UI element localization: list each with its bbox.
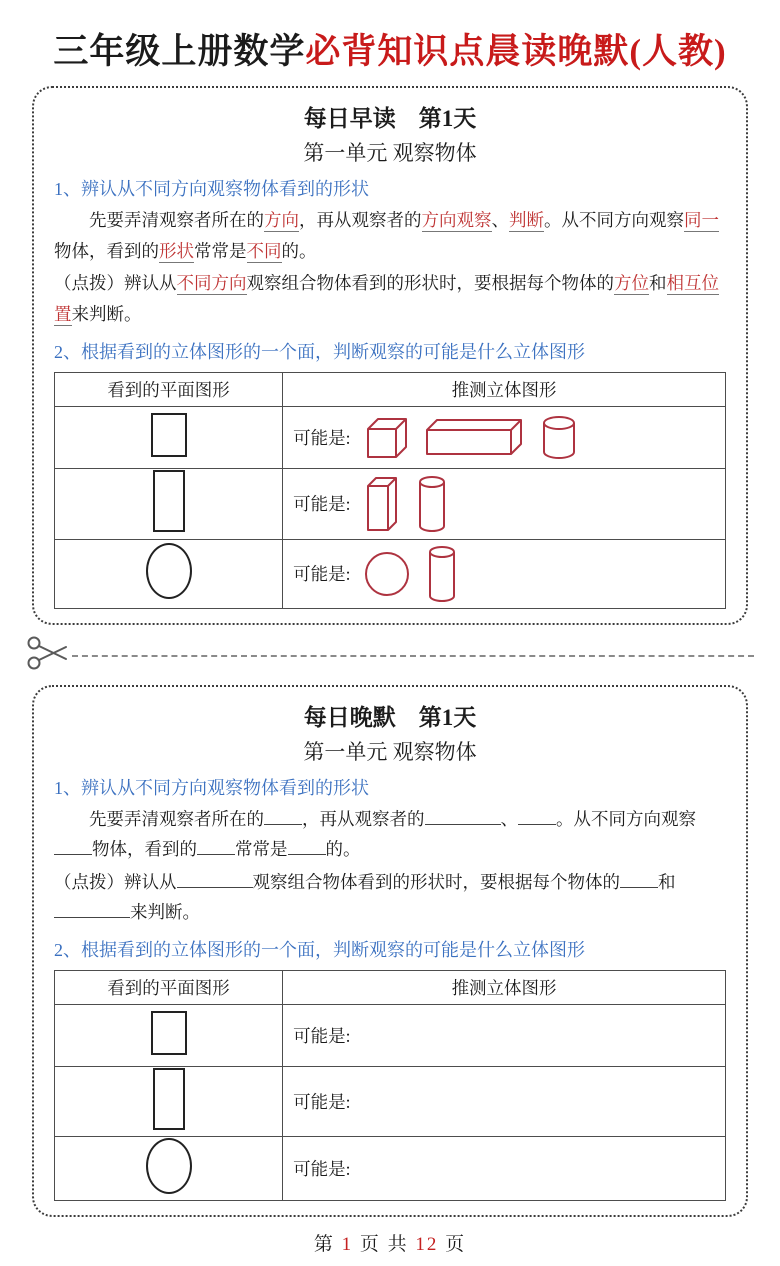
evening-section — [32, 685, 748, 1218]
morning-point1-tip-paragraph: （点拨）辨认从不同方向观察组合物体看到的形状时，要根据每个物体的方位和相互位置来判断。 — [54, 273, 719, 324]
column-header-plane: 看到的平面图形 — [55, 971, 283, 1005]
evening-shapes-table — [54, 970, 726, 1201]
morning-day-heading: 每日早读 第1天 — [303, 106, 477, 131]
circle-shape — [146, 543, 192, 599]
cylinder-tall-solid-sketch — [425, 544, 459, 604]
cuboid-tall-solid-sketch — [363, 473, 401, 535]
blank-line — [620, 871, 658, 888]
evening-unit-heading: 第一单元 观察物体 — [303, 739, 477, 764]
square-shape — [151, 1011, 187, 1055]
blank-line — [425, 808, 501, 825]
blank-line — [288, 839, 326, 856]
evening-point1-paragraph: 先要弄清观察者所在的 ，再从观察者的 、 。从不同方向观察物体，看到的 常常是 的。 — [54, 804, 726, 865]
evening-day-heading: 每日晚默 第1天 — [303, 704, 477, 730]
cut-divider — [26, 635, 754, 677]
morning-point1-paragraph: 先要弄清观察者所在的方向，再从观察者的方向观察、判断。从不同方向观察同一物体，看到的形状常常是不同的。 — [54, 210, 719, 261]
blank-line — [177, 871, 253, 888]
solid-shapes — [363, 473, 449, 535]
blank-line — [54, 902, 130, 919]
page-title — [10, 24, 770, 74]
dashed-cut-line — [72, 655, 754, 657]
evening-point1-heading: 1、辨认从不同方向观察物体看到的形状 — [54, 777, 369, 798]
solid-shapes — [363, 544, 459, 604]
answer-label: 可能是: — [293, 564, 351, 584]
answer-label: 可能是: — [293, 1092, 351, 1112]
answer-label: 可能是: — [293, 1026, 351, 1046]
table-header-row — [55, 372, 726, 406]
cube-solid-sketch — [363, 414, 409, 460]
rectangle-shape — [153, 1068, 185, 1130]
morning-unit-heading: 第一单元 观察物体 — [303, 141, 477, 165]
table-row — [55, 1137, 726, 1201]
blank-line — [264, 808, 302, 825]
answer-label: 可能是: — [293, 1159, 351, 1179]
table-row — [55, 1067, 726, 1137]
rectangle-shape — [153, 470, 185, 532]
morning-point2-heading: 2、根据看到的立体图形的一个面，判断观察的可能是什么立体图形 — [54, 341, 585, 362]
square-shape — [151, 413, 187, 457]
evening-point1-tip-paragraph: （点拨）辨认从 观察组合物体看到的形状时，要根据每个物体的 和来判断。 — [54, 871, 676, 923]
blank-line — [518, 808, 556, 825]
morning-section — [32, 86, 748, 625]
cylinder-solid-sketch — [539, 414, 579, 460]
page-title-black: 三年级上册数学 — [53, 32, 306, 71]
column-header-plane: 看到的平面图形 — [55, 372, 283, 406]
table-header-row — [55, 971, 726, 1005]
scissors-icon — [26, 633, 68, 678]
page-footer: 第 1 页 共 12 页 — [313, 1234, 467, 1255]
answer-label: 可能是: — [293, 427, 351, 448]
solid-shapes — [363, 414, 579, 460]
blank-line — [54, 839, 92, 856]
table-row — [55, 468, 726, 539]
table-row — [55, 1005, 726, 1067]
morning-point1-heading: 1、辨认从不同方向观察物体看到的形状 — [54, 179, 369, 199]
column-header-solid: 推测立体图形 — [283, 971, 726, 1005]
answer-label: 可能是: — [293, 494, 351, 514]
column-header-solid: 推测立体图形 — [283, 372, 726, 406]
cuboid-long-solid-sketch — [423, 416, 525, 458]
circle-shape — [146, 1138, 192, 1194]
evening-point2-heading: 2、根据看到的立体图形的一个面，判断观察的可能是什么立体图形 — [54, 940, 585, 960]
table-row — [55, 539, 726, 608]
morning-shapes-table — [54, 372, 726, 609]
page-title-red: 必背知识点晨读晚默(人教) — [305, 32, 727, 71]
sphere-solid-sketch — [363, 550, 411, 598]
cylinder-tall-solid-sketch — [415, 474, 449, 534]
table-row — [55, 406, 726, 468]
blank-line — [197, 839, 235, 856]
